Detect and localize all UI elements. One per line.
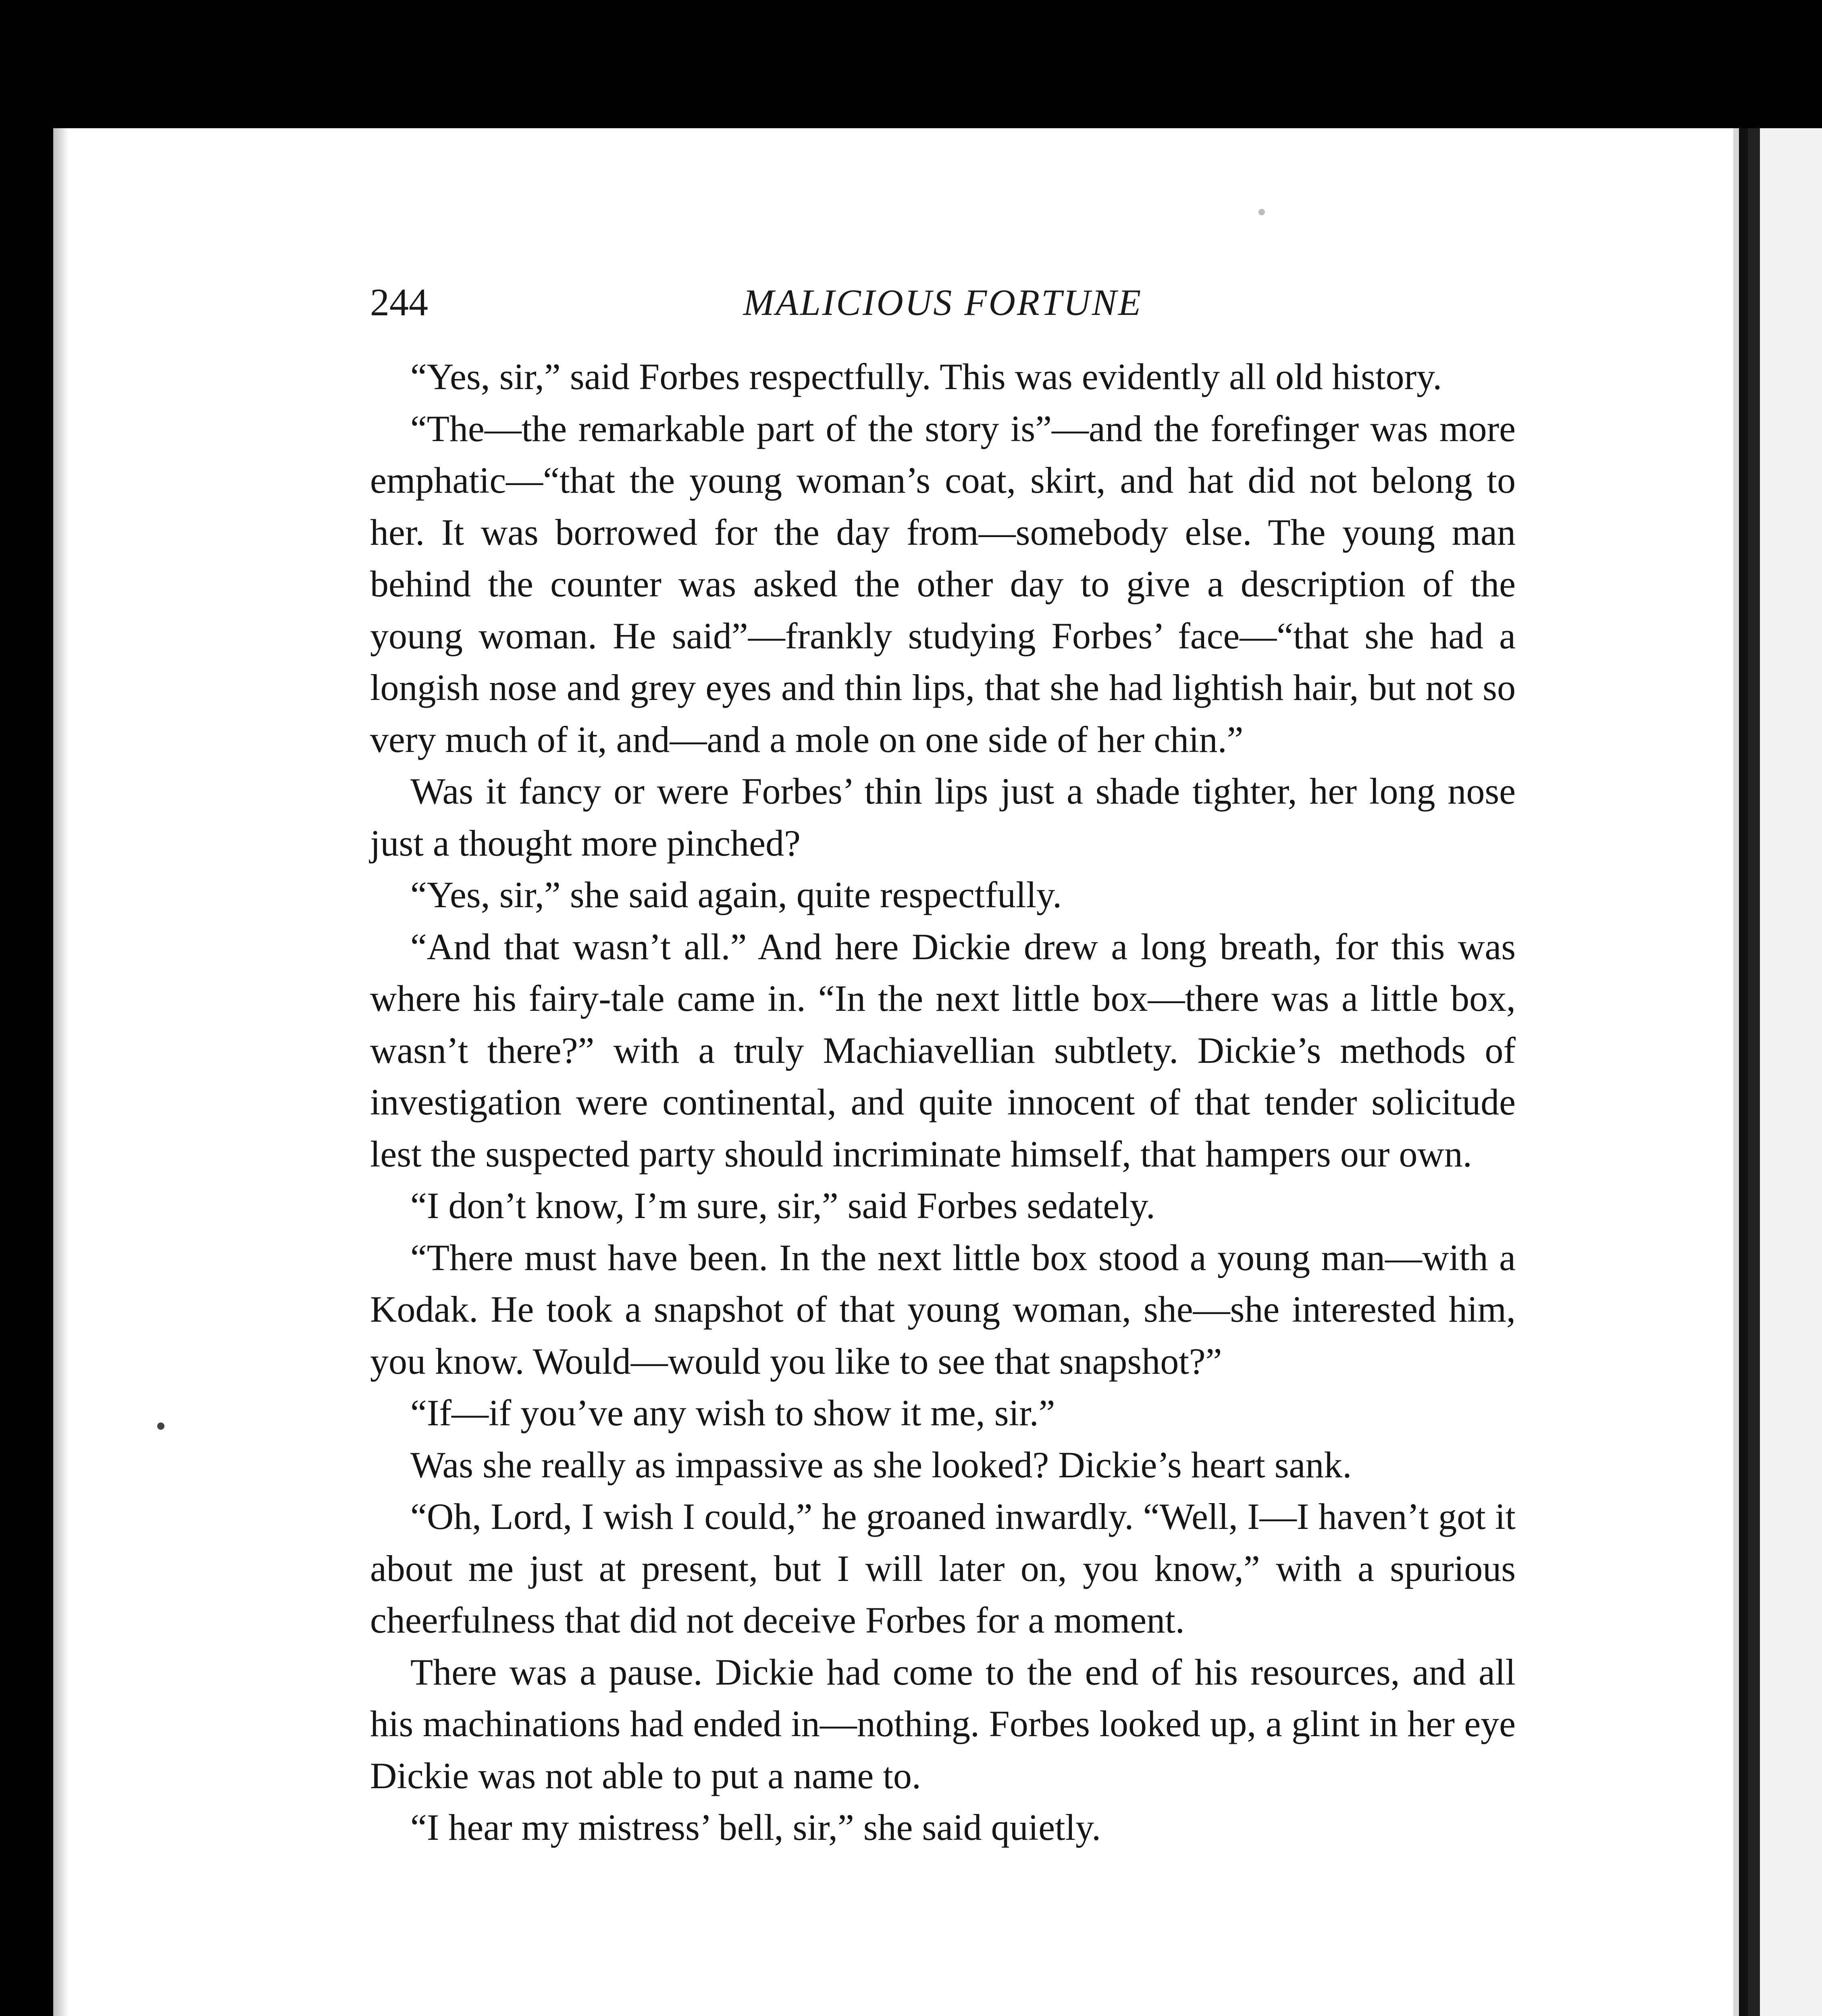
body-text [370,351,1516,1854]
paragraph: “I don’t know, I’m sure, sir,” said Forbes sedately. [410,1185,1155,1226]
paragraph: “If—if you’ve any wish to show it me, sir.” [410,1392,1055,1433]
page-gutter-shadow [53,128,69,2016]
paragraph: “I hear my mistress’ bell, sir,” she said quietly. [410,1807,1101,1848]
paragraph: “There must have been. In the next little box stood a young man—with a Kodak. He took a snapshot of that young woman, she—she interested him, you know. Would—would you like to see that snapshot?” [370,1237,1516,1382]
paper-speck [157,1422,164,1430]
paper-speck [1258,209,1265,215]
running-head [370,278,1516,327]
page-edge-highlight [1733,128,1739,2016]
paragraph: Was it fancy or were Forbes’ thin lips just a shade tighter, her long nose just a thought more pinched? [370,771,1516,864]
page-number: 244 [370,281,428,324]
paragraph: “The—the remarkable part of the story is”—and the forefinger was more emphatic—“that the young woman’s coat, skirt, and hat did not belong to her. It was borrowed for the day from—somebody else. The young man behind the counter was asked the other day to give a description of the young woman. He said”—frankly studying Forbes’ face—“that she had a longish nose and grey eyes and thin lips, that she had lightish hair, but not so very much of it, and—and a mole on one side of her chin.” [370,408,1516,760]
paragraph: There was a pause. Dickie had come to the end of his resources, and all his machinations had ended in—nothing. Forbes looked up, a glint in her eye Dickie was not able to put a name to. [370,1651,1516,1796]
page-binding-edge [1739,128,1748,2016]
running-title: MALICIOUS FORTUNE [743,282,1143,323]
paragraph: Was she really as impassive as she looked? Dickie’s heart sank. [410,1444,1352,1485]
facing-page-spine [1748,128,1760,2016]
paragraph: “And that wasn’t all.” And here Dickie drew a long breath, for this was where his fairy-tale came in. “In the next little box—there was a little box, wasn’t there?” with a truly Machiavellian subtlety. Dickie’s methods of investigation were continental, and quite innocent of that tender solicitude lest the suspected party should incriminate himself, that hampers our own. [370,926,1516,1175]
paragraph: “Yes, sir,” said Forbes respectfully. This was evidently all old history. [410,356,1442,397]
facing-page-edge [1748,128,1822,2016]
paragraph: “Oh, Lord, I wish I could,” he groaned inwardly. “Well, I—I haven’t got it about me just at present, but I will later on, you know,” with a spurious cheerfulness that did not deceive Forbes for a moment. [370,1496,1516,1641]
paragraph: “Yes, sir,” she said again, quite respectfully. [410,874,1062,915]
